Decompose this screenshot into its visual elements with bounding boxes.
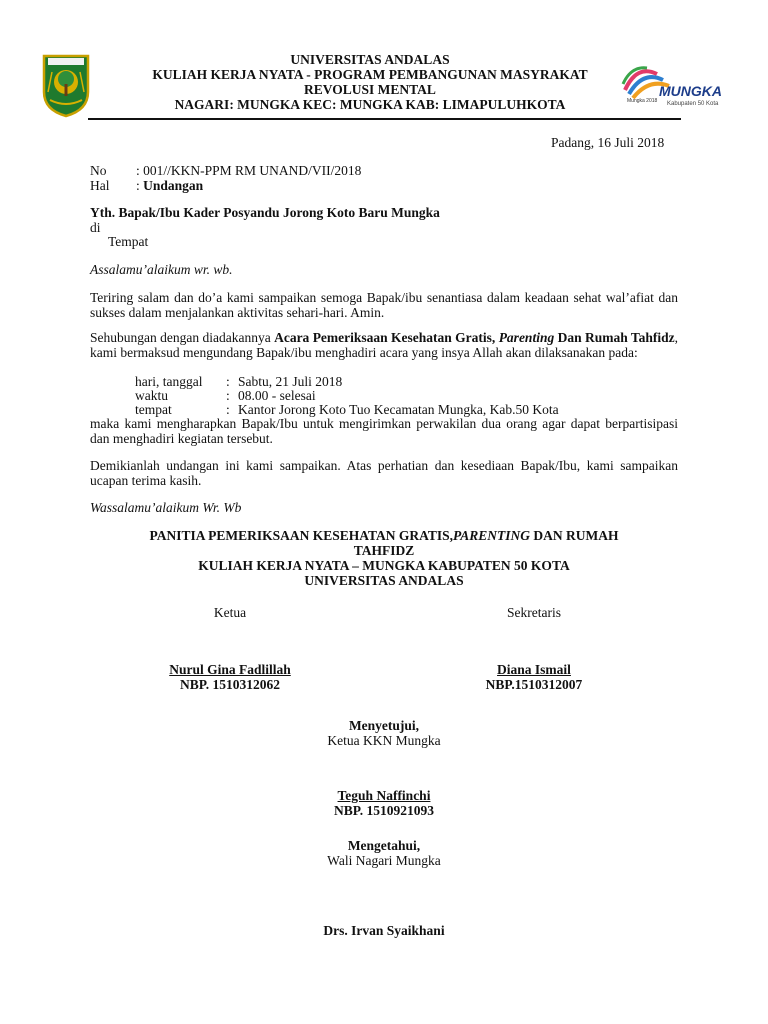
paragraph-request: maka kami mengharapkan Bapak/Ibu untuk mengirimkan perwakilan dua orang agar dapat berpartisipasi dan menghadiri kegiatan tersebut. bbox=[90, 416, 678, 446]
letterhead-location: NAGARI: MUNGKA KEC: MUNGKA KAB: LIMAPULUHKOTA bbox=[174, 97, 566, 112]
menyetujui-role: Ketua KKN Mungka bbox=[327, 733, 441, 748]
detail-value-place: Kantor Jorong Koto Tuo Kecamatan Mungka, Kab.50 Kota bbox=[238, 402, 559, 417]
menyetujui-label: Menyetujui, bbox=[348, 718, 420, 733]
letterhead-university: UNIVERSITAS ANDALAS bbox=[290, 52, 450, 67]
recipient-line: Yth. Bapak/Ibu Kader Posyandu Jorong Koto Baru Mungka bbox=[90, 205, 440, 220]
sekretaris-nbp: NBP.1510312007 bbox=[485, 677, 583, 692]
letter-number-value: : 001//KKN-PPM RM UNAND/VII/2018 bbox=[136, 163, 362, 178]
sekretaris-name: Diana Ismail bbox=[497, 662, 571, 677]
logo-small-text: Mungka 2018 bbox=[627, 98, 658, 104]
logo-subtext: Kabupaten 50 Kota bbox=[667, 101, 719, 107]
paragraph-opening: Teriring salam dan do’a kami sampaikan semoga Bapak/ibu senantiasa dalam keadaan sehat wal’afiat dan sukses dalam menjalankan aktivitas sehari-hari. Amin. bbox=[90, 290, 678, 320]
letterhead-program: KULIAH KERJA NYATA - PROGRAM PEMBANGUNAN MASYRAKAT bbox=[152, 67, 588, 82]
invitation-event-parenting: Parenting bbox=[498, 330, 555, 345]
greeting: Assalamu’alaikum wr. wb. bbox=[90, 262, 233, 277]
committee-line-1a: PANITIA PEMERIKSAAN KESEHATAN GRATIS, bbox=[149, 528, 454, 543]
ketua-title: Ketua bbox=[213, 605, 247, 620]
signature-ketua bbox=[150, 605, 310, 692]
mungka-kkn-logo bbox=[617, 60, 729, 110]
invitation-text-2: , kami bermaksud mengundang Bapak/ibu menghadiri acara yang insya Allah akan dilaksanakan pada: bbox=[90, 330, 679, 360]
signature-sekretaris bbox=[454, 605, 614, 692]
mengetahui-label: Mengetahui, bbox=[347, 838, 421, 853]
letter-number-label: No bbox=[90, 163, 107, 178]
letterhead-divider bbox=[88, 118, 681, 120]
closing-greeting: Wassalamu’alaikum Wr. Wb bbox=[90, 500, 242, 515]
committee-line-2: TAHFIDZ bbox=[353, 543, 415, 558]
detail-label-date: hari, tanggal bbox=[135, 374, 203, 389]
ketua-name: Nurul Gina Fadlillah bbox=[169, 662, 291, 677]
invitation-event-tahfidz: Dan Rumah Tahfidz bbox=[554, 330, 675, 345]
paragraph-closing: Demikianlah undangan ini kami sampaikan. Atas perhatian dan kesediaan Bapak/Ibu, kami sampaikan ucapan terima kasih. bbox=[90, 458, 678, 488]
committee-line-1b: PARENTING bbox=[453, 528, 531, 543]
detail-colon-date: : bbox=[226, 374, 230, 389]
invitation-event-name: Acara Pemeriksaan Kesehatan Gratis, bbox=[274, 330, 499, 345]
detail-label-place: tempat bbox=[135, 402, 172, 417]
letter-subject-label: Hal bbox=[90, 178, 110, 193]
committee-line-1c: DAN RUMAH bbox=[530, 528, 619, 543]
letterhead bbox=[100, 52, 640, 112]
subject-colon: : bbox=[136, 178, 144, 193]
detail-label-time: waktu bbox=[135, 388, 168, 403]
committee-line-1 bbox=[90, 528, 678, 543]
letterhead-revolusi: REVOLUSI MENTAL bbox=[304, 82, 436, 97]
committee-heading bbox=[90, 528, 678, 588]
mengetahui-role: Wali Nagari Mungka bbox=[327, 853, 441, 868]
paragraph-invitation bbox=[90, 330, 678, 360]
ketua-nbp: NBP. 1510312062 bbox=[179, 677, 280, 692]
mengetahui-name: Drs. Irvan Syaikhani bbox=[323, 923, 445, 938]
regency-emblem-logo bbox=[40, 52, 92, 118]
menyetujui-nbp: NBP. 1510921093 bbox=[333, 803, 434, 818]
detail-value-date: Sabtu, 21 Juli 2018 bbox=[238, 374, 343, 389]
detail-value-time: 08.00 - selesai bbox=[238, 388, 316, 403]
recipient-di: di bbox=[90, 220, 101, 235]
invitation-text-1: Sehubungan dengan diadakannya bbox=[90, 330, 275, 345]
detail-colon-place: : bbox=[226, 402, 230, 417]
detail-colon-time: : bbox=[226, 388, 230, 403]
menyetujui-name: Teguh Naffinchi bbox=[337, 788, 431, 803]
sekretaris-title: Sekretaris bbox=[507, 605, 561, 620]
recipient-tempat: Tempat bbox=[108, 234, 149, 249]
signature-menyetujui bbox=[284, 718, 484, 818]
logo-mungka-text: MUNGKA bbox=[659, 83, 722, 99]
committee-line-4: UNIVERSITAS ANDALAS bbox=[304, 573, 464, 588]
letter-date: Padang, 16 Juli 2018 bbox=[551, 135, 665, 150]
letter-subject bbox=[136, 178, 203, 193]
committee-line-3: KULIAH KERJA NYATA – MUNGKA KABUPATEN 50 KOTA bbox=[198, 558, 570, 573]
signature-mengetahui bbox=[284, 838, 484, 938]
letter-subject-value: Undangan bbox=[143, 178, 204, 193]
